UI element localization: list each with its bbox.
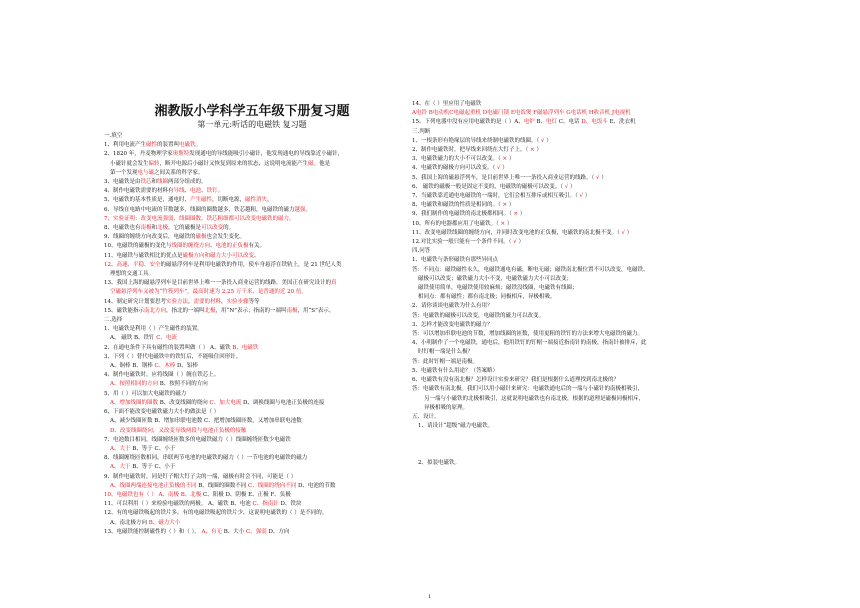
text-line [412, 256, 757, 265]
text-segment: 四.问答 [412, 248, 431, 255]
text-line [412, 459, 757, 468]
text-segment: 1、请设计“超级”磁力电磁铁。 [418, 423, 494, 430]
text-segment: 有关。 [248, 243, 266, 250]
text-segment: 8、线圈缠绕匝数相同，串联两节电池的电磁铁的磁力（ ）一节电池的电磁铁的磁力 [104, 455, 308, 462]
text-segment: 产生磁性 [190, 197, 213, 204]
text-line [412, 330, 757, 339]
text-line [412, 146, 757, 155]
text-segment: 相同点：都有磁性；都有南北极；同极相斥，异极相吸。 [418, 294, 556, 301]
text-line [104, 169, 400, 178]
text-line [412, 431, 757, 440]
text-segment: B、北极 [178, 491, 202, 498]
text-line [412, 385, 757, 394]
text-segment: D、铝棒 [175, 363, 198, 370]
text-line [104, 334, 400, 343]
text-segment: 8、电磁铁和磁铁的性质是相同的。（ [412, 202, 503, 209]
text-line [412, 441, 757, 450]
text-segment: 时钉帽一端是什么极？ [418, 349, 474, 356]
text-segment: 导线 [173, 188, 185, 195]
text-segment: 奥斯特 [172, 151, 190, 158]
document-subtitle: 第一单元:听话的电磁铁 复习题 [197, 120, 307, 129]
text-segment: 12、有的电磁铁吸起的铁片多，有的电磁铁吸起的铁片少，这说明电磁铁的（ ）是不同的。 [104, 510, 328, 517]
text-segment: 4、小明制作了一个电磁铁，通电后，他用铁钉的钉帽一端接近指南针的南极，指南针被排斥，此 [412, 340, 647, 347]
text-segment: 需要的材料 [193, 298, 222, 305]
text-segment: ，切断电源， [212, 197, 246, 204]
text-segment: 磁性消失 [245, 197, 268, 204]
text-segment: 12、 [104, 261, 117, 268]
text-segment: D、 [110, 427, 120, 434]
text-line [412, 109, 757, 118]
text-line [412, 266, 757, 275]
text-segment: 13、我国上海的磁悬浮列车是目前世界上唯一一条投入商业运营的线路。美国正在研究设计的 [104, 280, 332, 287]
text-segment: 、 [201, 188, 207, 195]
text-segment: 的装置叫 [157, 142, 180, 149]
text-segment: 电池 [190, 188, 202, 195]
text-segment: 另一端与小磁铁的北极相吸引，这就说明电磁铁也有南北极，根据的道理是磁极同极相斥， [424, 395, 645, 402]
text-segment: B、大小 [221, 528, 247, 535]
text-line [412, 155, 757, 164]
text-line [104, 307, 400, 316]
text-segment: 线圈的缠绕方向 [171, 243, 211, 250]
text-segment: √ [513, 239, 517, 246]
text-segment: B、电磁铁 [232, 344, 259, 351]
text-segment: 。 [217, 188, 224, 195]
text-segment: 磁极方向和磁力大小可以改变 [182, 252, 255, 259]
text-segment: 。 [195, 142, 202, 149]
text-segment: A、减少线圈匝数 B、增加串联电池数 C、把增加线圈匝数，又增加串联电池数 [110, 418, 302, 425]
text-segment: 11、电磁铁与磁铁相比的优点是 [104, 252, 183, 259]
left-column-body [104, 132, 400, 537]
text-segment: B、按照不同的方向 [157, 381, 208, 388]
text-segment: √ [564, 183, 569, 190]
text-line [104, 141, 400, 150]
text-segment: 偏转 [148, 160, 160, 167]
text-segment: 一.填空 [104, 133, 123, 139]
text-segment: 7、实验证明：改变电流强弱、线圈圈数、铁芯粗细都可以改变电磁铁的磁力。 [104, 215, 295, 222]
text-line [104, 316, 400, 325]
text-segment: A、线圈两端连接电池正负极的不同 [110, 482, 197, 489]
text-segment: 2、1820 年，丹麦物理学家 [104, 151, 173, 158]
text-segment: √ [497, 165, 501, 172]
text-line [104, 390, 400, 399]
text-line [104, 325, 400, 334]
text-segment: 7、电池数目相同，线圈缠绕匝数多的电磁铁磁力（ ）线圈缠绕匝数少电磁铁 [104, 436, 291, 443]
text-segment: A、增加线圈的圈数 [110, 399, 158, 406]
page-number: 1 [428, 594, 432, 600]
text-segment: × [500, 220, 506, 227]
text-segment: ，它的磁极是 [168, 225, 202, 232]
text-segment: 。 [267, 197, 273, 204]
text-segment: 南极 [286, 307, 298, 314]
text-line [104, 252, 400, 261]
text-line [412, 404, 757, 413]
text-line [104, 463, 400, 472]
text-segment: 5、电磁铁有什么用途？（答案略） [412, 367, 499, 374]
text-segment: 越强 [294, 206, 306, 213]
text-segment: ） [599, 174, 607, 181]
text-segment: 高速、平稳、安全 [116, 261, 161, 268]
text-line [412, 229, 757, 238]
text-segment: 答：可以增加串联电池的节数，增加线圈的匝数，使用更粗的铁钉的方法来增大电磁铁的磁力。 [412, 331, 644, 338]
text-segment: B、等于 C、小于 [130, 445, 176, 452]
text-segment: ，用“S”表示。 [297, 307, 335, 314]
text-line [104, 242, 400, 251]
text-line [412, 348, 757, 357]
text-segment: 磁极 [195, 234, 207, 241]
text-segment: ） [544, 137, 552, 144]
text-segment: 磁铁使用简单，电磁铁使用较麻烦；磁铁没线圈，电磁铁有线圈； [418, 285, 578, 292]
text-line [412, 422, 757, 431]
text-segment: C、电流 [156, 335, 177, 342]
text-line [104, 270, 400, 279]
text-segment: A、有无 [201, 528, 222, 535]
text-line [412, 100, 757, 109]
text-line [104, 519, 400, 528]
text-segment: × [513, 211, 519, 218]
text-segment: 三.判断 [412, 128, 431, 135]
text-segment: 3、电磁铁是由 [104, 179, 141, 186]
text-segment: 。 [254, 252, 260, 259]
text-line [412, 321, 757, 330]
text-segment: 7、当磁铁靠近通电电磁铁的一端时，它们会相互排斥或相互吸引。（ [412, 193, 580, 200]
text-segment: 和 [151, 225, 158, 232]
text-segment: 答：电磁铁有南北极。我们可以用小磁针来研究：电磁铁通电后的一端与小磁针的南极相吸引， [412, 386, 644, 393]
text-segment: √ [596, 174, 600, 181]
text-segment: ） [534, 147, 542, 154]
text-segment: √ [579, 193, 584, 200]
text-segment: √ [621, 229, 626, 236]
document-title: 湘教版小学科学五年级下册复习题 [154, 104, 350, 119]
text-line [412, 118, 757, 127]
text-line [412, 192, 757, 201]
text-segment: B、等于 C、小于 [130, 464, 176, 471]
text-line [412, 395, 757, 404]
text-segment: 3、下列（ ）替代电磁铁中的铁钉后，不能吸住回形针。 [104, 353, 242, 360]
text-line [412, 183, 757, 192]
text-line [412, 367, 757, 376]
text-line [104, 224, 400, 233]
text-segment: A电铃 B电动机C电磁起重机 D电磁门锁 E电饭煲 F磁悬浮列车 G电话机 H收音机 J电视机 [412, 110, 631, 117]
text-segment: 15、磁铁能指示 [104, 307, 144, 314]
text-segment: 改变线圈绕向，又改变导线两段与电池正负极的接触 [119, 427, 247, 434]
text-segment: 的。 [223, 225, 235, 232]
text-segment: D、电池的节数 [296, 482, 336, 489]
text-line [412, 137, 757, 146]
text-segment: × [530, 147, 535, 154]
text-segment: 磁极可以改变；磁铁磁力大小不变，电磁铁磁力大小可以改变； [418, 275, 573, 282]
text-segment: 11、改变电磁铁线圈的缠绕方向，并同时改变电池的正负极，电磁铁的南北极不变。（ [412, 229, 622, 236]
text-segment: 2、在通电条件下具有磁性的装置叫做（ ） A、磁铁 [104, 344, 233, 351]
text-segment: C、加大电流 [209, 399, 242, 406]
text-segment: 9、制作电磁铁时，同是钉子帽大钉子尖的一端，磁极有时会不同，可能是（ ） [104, 473, 297, 480]
text-segment: D、调换线圈与电池正负极的连接 [241, 399, 325, 406]
text-segment: 五、设计。 [412, 413, 440, 420]
text-segment: 14、制定研究计划要思考 [104, 298, 166, 305]
text-segment: 第一个发现 [110, 169, 138, 176]
text-line [412, 238, 757, 247]
text-segment: 5、我国上海的磁悬浮列车，是目前世界上唯一一条投入商业运营的线路。（ [412, 174, 597, 181]
text-line [104, 408, 400, 417]
text-segment: 11、可以利用（ ）来检验电磁铁的两极。 A、磁铁 B、电池 [104, 501, 253, 508]
text-segment: A、大于 [110, 445, 131, 452]
text-line [412, 450, 757, 459]
text-segment: 北极 [204, 307, 216, 314]
text-segment: 5、用（ ）可以加大电磁铁的磁力 [104, 390, 187, 397]
text-segment: C、阳极 D、阴极 E、正极 F、负极 [201, 491, 291, 498]
text-line [412, 413, 757, 422]
text-segment: 真 [331, 280, 337, 287]
text-segment: 10、电磁铁也有（ ） A、南极 [104, 491, 179, 498]
text-line [412, 312, 757, 321]
text-segment: B、磁力大小 [148, 519, 181, 526]
text-line [104, 233, 400, 242]
text-line [104, 473, 400, 482]
text-segment: 15、下列电器中没有应用电磁铁的是（ ）A、 [412, 119, 524, 126]
text-line [104, 279, 400, 288]
text-segment: 6、 磁铁的磁极一般是固定不变的，电磁铁的磁极可以改变。（ [412, 183, 565, 190]
text-line [104, 491, 400, 500]
text-line [104, 261, 400, 270]
text-line [412, 339, 757, 348]
right-column [412, 0, 757, 468]
text-segment: 13、电磁铁能控制磁性的（ ）和（ ）。 [104, 528, 202, 535]
text-segment: ，断开电源后小磁针又恢复到原来的状态，这说明电流能产生 [159, 160, 309, 167]
text-segment: 1、电磁铁与条形磁铁有那些异同点 [412, 257, 499, 264]
text-segment: 答：不同点：磁铁磁性永久，电磁铁通电有磁，断电无磁；磁铁南北极位置不可以改变，电磁铁、 [412, 266, 649, 273]
text-segment: C、强弱 [246, 528, 267, 535]
text-segment: 9、线圈的缠绕方向改变后，电磁铁的 [104, 234, 196, 241]
text-segment: A、南北极方向 [110, 519, 149, 526]
text-segment: 、 [210, 243, 216, 250]
text-segment: C、木棒 [154, 363, 176, 370]
text-segment: 铁芯 [140, 179, 152, 186]
text-segment: 4、制作电磁铁时，应将线圈（ ）缠在铁芯上。 [104, 372, 220, 379]
text-line [104, 445, 400, 454]
text-segment: 2、拟装电磁铁。 [418, 459, 460, 466]
text-line [104, 380, 400, 389]
text-segment: 等等 [248, 298, 260, 305]
text-line [412, 164, 757, 173]
text-segment: 南极 [140, 225, 152, 232]
text-line [412, 302, 757, 311]
text-segment: 3、电磁铁磁力的大小不可以改变。（ [412, 156, 503, 163]
text-segment: ） [518, 211, 526, 218]
text-line [412, 275, 757, 284]
text-segment: 。他是 [313, 160, 331, 167]
text-segment: B、改变线圈的绕向 [157, 399, 210, 406]
text-line [104, 371, 400, 380]
text-segment: × [502, 202, 508, 209]
text-line [104, 500, 400, 509]
text-line [104, 454, 400, 463]
text-segment: 2、请你谈谈电磁铁为什么有用？ [412, 303, 493, 310]
text-line [104, 178, 400, 187]
text-line [412, 376, 757, 385]
text-line [104, 187, 400, 196]
text-segment: 1、一根条形有绝缘层的导线来绕制电磁铁的线圈。（ [412, 137, 541, 144]
right-column-body [412, 100, 757, 468]
text-segment: 答：电磁铁的磁极可以改变，电磁铁的磁力可以改变。 [412, 312, 545, 319]
text-segment: 之间关系的科学家。 [154, 169, 204, 176]
text-segment: ） [500, 165, 508, 172]
text-segment: 10、电磁铁的磁极的变化与 [104, 243, 172, 250]
text-line [412, 220, 757, 229]
text-segment: 3、怎样才能改变电磁铁的磁力？ [412, 321, 493, 328]
text-segment: ， [188, 298, 194, 305]
text-segment: A、按照相同的方向 [110, 381, 158, 388]
text-segment: 北极 [157, 225, 169, 232]
text-segment: 两部分组成的。 [168, 179, 207, 186]
text-line [104, 353, 400, 362]
text-line [104, 132, 400, 141]
text-segment: 空磁悬浮列车又被为“竹筏列车”，最高时速为 2.25 万千米，是普通的近 20 倍。 [110, 289, 307, 296]
text-segment: 实验步骤 [226, 298, 249, 305]
text-line [104, 427, 400, 436]
text-segment: √ [541, 137, 545, 144]
text-segment: 6、导线在电路中电流的节数越多，线圈的圈数越多，铁芯越粗，电磁铁的磁力 [104, 206, 295, 213]
text-segment: ， [221, 298, 227, 305]
text-segment: 6、电磁铁有没有南北极？怎样设计实验来研究？我们是根据什么道理找到南北极的？ [412, 377, 620, 384]
text-segment: 可以改变 [201, 225, 224, 232]
text-segment: ） [583, 193, 591, 200]
text-segment: 异极相吸的原理。 [424, 404, 469, 411]
text-segment: B、线圈的圈数不同 [196, 482, 249, 489]
text-line [104, 482, 400, 491]
text-line [412, 358, 757, 367]
text-line [104, 196, 400, 205]
text-segment: A、铜棒 B、钢棒 [110, 363, 155, 370]
text-segment: D、电饭斗 [581, 119, 608, 126]
text-segment: C、电话 [557, 119, 582, 126]
text-segment: 答：此时钉帽一端是南极。 [412, 358, 479, 365]
text-line [104, 417, 400, 426]
text-line [104, 206, 400, 215]
text-segment: ） [568, 183, 576, 190]
text-line [104, 344, 400, 353]
text-line [412, 247, 757, 256]
text-segment: 4、电磁铁的磁极方向可以改变。（ [412, 165, 497, 172]
text-segment: 电炉 [523, 119, 535, 126]
text-segment: 的磁悬浮列车是利用电磁铁的作用，使车身悬浮在铁轨上，是 21 世纪人类 [160, 261, 342, 268]
text-segment: 铁钉 [206, 188, 218, 195]
text-segment: 电与磁 [137, 169, 155, 176]
text-segment: ） [505, 220, 513, 227]
text-segment: 2、制作电磁铁时，把导线来回绕在大钉子上。（ [412, 147, 530, 154]
text-segment: B、 [534, 119, 547, 126]
text-segment: 也会发生变化。 [206, 234, 246, 241]
text-segment: 12.对比实验一般只能有一个条件不同。（ [412, 239, 514, 246]
text-line [412, 174, 757, 183]
text-segment: E、洗衣机 [607, 119, 636, 126]
text-segment: 磁 [308, 160, 314, 167]
text-segment: 发现通电的导线能吸引小磁针，他发现通电的导线靠近小磁针， [189, 151, 344, 158]
text-segment: 和 [151, 179, 158, 186]
text-segment: 8、电磁铁也有 [104, 225, 141, 232]
text-segment: 5、电磁铁的基本性质是，通电时， [104, 197, 191, 204]
text-line [412, 128, 757, 137]
text-segment: D、铁块 [278, 501, 302, 508]
text-line [412, 201, 757, 210]
text-line [104, 436, 400, 445]
text-segment: ） [507, 156, 515, 163]
text-segment: C、线圈的绕向不同 [248, 482, 297, 489]
left-column [104, 0, 400, 537]
text-line [412, 284, 757, 293]
text-segment: ） [625, 229, 633, 236]
text-segment: ，用“N”表示；指南的一端叫 [215, 307, 287, 314]
text-line [104, 509, 400, 518]
text-line [104, 298, 400, 307]
text-segment: 。 [305, 206, 312, 213]
text-segment: ） [516, 239, 525, 246]
text-segment: 电池的正负极 [215, 243, 249, 250]
text-line [104, 528, 400, 537]
text-segment: 小磁针就会发生 [110, 160, 149, 167]
text-segment: A、大于 [110, 464, 131, 471]
text-segment: 电磁铁 [179, 142, 196, 149]
text-segment: ，指北的一端叫 [166, 307, 205, 314]
text-segment: A、 磁铁 B、铁钉 [110, 335, 157, 342]
text-segment: 理想的交通工具。 [110, 271, 155, 278]
text-segment: 9、我们制作的电磁铁的南北极都相同。（ [412, 211, 514, 218]
text-segment: 10、所有的电器都应用了电磁铁。（ [412, 220, 501, 227]
text-segment: D、方向 [266, 528, 290, 535]
text-line [412, 293, 757, 302]
text-segment: 电灯 [546, 119, 558, 126]
text-segment: 二.选择 [104, 317, 123, 324]
text-segment: 实验方法 [166, 298, 189, 305]
text-segment: × [502, 156, 508, 163]
text-segment: 6、下面不能改变电磁铁磁力大小的做法是（ ） [104, 409, 220, 416]
text-segment: C、指南针 [252, 501, 279, 508]
text-segment: 南北方向 [144, 307, 167, 314]
text-segment: ） [507, 202, 515, 209]
text-segment: 1、利用电流产生 [104, 142, 146, 149]
text-line [104, 362, 400, 371]
text-line [104, 160, 400, 169]
text-line [104, 215, 400, 224]
text-segment: 线圈 [157, 179, 169, 186]
text-line [104, 399, 400, 408]
text-segment: 磁性 [146, 142, 158, 149]
text-segment: 1、电磁铁是利用（ ）产生磁性的装置。 [104, 326, 203, 333]
text-line [412, 210, 757, 219]
text-segment: 、 [184, 188, 191, 195]
text-line [104, 288, 400, 297]
text-line [104, 150, 400, 159]
text-segment: 4、制作电磁铁需要的材料有 [104, 188, 174, 195]
text-segment: 14、在（ ）里应用了电磁铁 [412, 101, 482, 107]
